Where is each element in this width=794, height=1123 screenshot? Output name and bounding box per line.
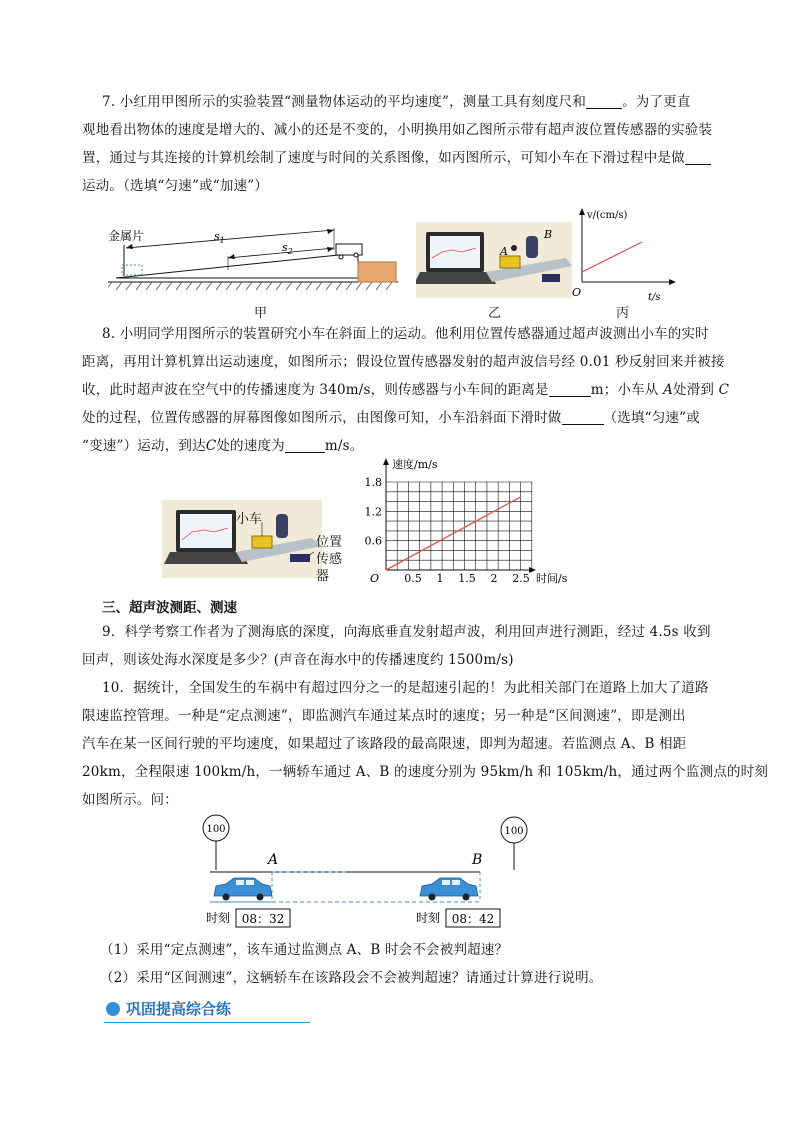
q8-text-4a: 处的过程，位置传感器的屏幕图像如图所示，由图像可知，小车沿斜面下滑时做 bbox=[82, 410, 562, 426]
time-value-left: 08：32 bbox=[241, 912, 285, 926]
time-label-left: 时刻 bbox=[206, 911, 231, 925]
x-tick-label: 1.5 bbox=[458, 572, 476, 585]
q8-blank-2[interactable] bbox=[562, 409, 604, 425]
speed-limit-right-text: 100 bbox=[504, 826, 524, 837]
car-right bbox=[420, 878, 478, 901]
time-label-right: 时刻 bbox=[416, 911, 441, 925]
x-axis-arrow bbox=[529, 567, 536, 573]
y-tick-label: 1.8 bbox=[364, 476, 382, 489]
q7-text-1b: 。为了更直 bbox=[622, 94, 691, 110]
sensor-label-line-1: 位置 bbox=[316, 535, 343, 550]
laptop-base bbox=[416, 272, 496, 284]
sensor-label bbox=[316, 534, 342, 585]
q7-text-3a: 置，通过与其连接的计算机绘制了速度与时间的关系图像，如丙图所示，可知小车在下滑过程中是做 bbox=[82, 150, 685, 166]
q8-blank-3[interactable] bbox=[285, 437, 325, 453]
q8-text-3b: m；小车从 bbox=[590, 382, 659, 398]
s2-label: $s_2$ bbox=[282, 241, 293, 256]
q8-text-3d: 处滑到 bbox=[673, 382, 715, 398]
s1-arrow bbox=[126, 230, 334, 248]
sensor-label-line-2: 传感 bbox=[316, 552, 343, 567]
y-tick-label: 1.2 bbox=[364, 505, 382, 519]
fig7-vt-graph bbox=[570, 206, 680, 302]
q10-sub-2: （2）采用“区间测速”，这辆轿车在该路段会不会被判超速？请通过计算进行说明。 bbox=[100, 970, 603, 986]
t-axis-label: t/s bbox=[648, 292, 661, 302]
label-b: B bbox=[544, 228, 553, 241]
chart-origin: O bbox=[370, 572, 380, 585]
q8-blank-1[interactable] bbox=[549, 381, 591, 397]
q8-point-c: C bbox=[718, 382, 730, 398]
q7-blank-2[interactable] bbox=[685, 149, 711, 165]
q10-text-1: 10．据统计，全国发生的车祸中有超过四分之一的是超速引起的！为此相关部门在道路上加大了道路 bbox=[102, 680, 709, 696]
laptop-base bbox=[164, 552, 248, 564]
fig7-sensor-setup bbox=[416, 222, 572, 298]
x-tick-label: 1 bbox=[436, 572, 444, 585]
support-block bbox=[358, 262, 396, 282]
sensor-label-line-3: 器 bbox=[316, 569, 330, 584]
s2-arrow bbox=[228, 248, 334, 258]
graph-origin: O bbox=[572, 286, 582, 299]
chart-y-title: 速度/m/s bbox=[392, 458, 438, 471]
caption-yi: 乙 bbox=[488, 306, 502, 321]
q7-text-1a: 7. 小红用甲图所示的实验装置“测量物体运动的平均速度”，测量工具有刻度尺和 bbox=[102, 94, 587, 110]
x-tick-label: 2.5 bbox=[512, 572, 530, 585]
q7-text-2: 观地看出物体的速度是增大的、减小的还是不变的，小明换用如乙图所示带有超声波位置传感器的实验装 bbox=[82, 122, 713, 138]
chart-grid bbox=[386, 482, 532, 570]
q9-text-1: 9．科学考察工作者为了测海底的深度，向海底垂直发射超声波，利用回声进行测距，经过 4.5s 收到 bbox=[102, 624, 711, 640]
sensor-box bbox=[542, 274, 560, 282]
q8-text-5d: m/s。 bbox=[324, 438, 364, 454]
v-axis-label: v/(cm/s) bbox=[587, 210, 628, 221]
label-a: A bbox=[500, 245, 508, 258]
q10-text-3: 汽车在某一区间行驶的平均速度，如果超过了该路段的最高限速，即判为超速。若监测点 A、B 相距 bbox=[82, 736, 687, 752]
caption-bing: 丙 bbox=[616, 306, 630, 321]
caption-jia: 甲 bbox=[254, 306, 268, 321]
x-tick-label: 2 bbox=[490, 572, 498, 585]
metal-plate-label: 金属片 bbox=[108, 229, 145, 243]
q10-text-5: 如图所示。问： bbox=[82, 792, 178, 808]
sensor bbox=[276, 514, 288, 538]
speed-limit-left-text: 100 bbox=[206, 824, 226, 835]
section-3-title: 三、超声波测距、测速 bbox=[102, 600, 237, 616]
q8-text-1: 8. 小明同学用图所示的装置研究小车在斜面上的运动。他利用位置传感器通过超声波测出小车的实时 bbox=[102, 326, 709, 342]
x-tick-label: 0.5 bbox=[404, 572, 422, 585]
q8-point-a: A bbox=[663, 382, 674, 398]
sensor-box bbox=[290, 554, 310, 562]
cart-end-position bbox=[122, 265, 142, 275]
question-7 bbox=[82, 88, 722, 200]
q7-blank-1[interactable] bbox=[586, 93, 622, 109]
time-value-right: 08：42 bbox=[451, 912, 495, 926]
fig7-incline bbox=[108, 220, 408, 296]
q8-text-2: 距离，再用计算机算出运动速度，如图所示；假设位置传感器发射的超声波信号经 0.01 秒反射回来并被接 bbox=[82, 354, 725, 370]
question-8 bbox=[82, 320, 730, 460]
car-left bbox=[214, 878, 272, 901]
cart-label: 小车 bbox=[236, 512, 263, 527]
question-9 bbox=[82, 618, 722, 674]
q10-text-2: 限速监控管理。一种是“定点测速”，即监测汽车通过某点时的速度；另一种是“区间测速”，即是测出 bbox=[82, 708, 686, 724]
fig10-road-diagram bbox=[196, 814, 536, 932]
banner-dot-icon bbox=[106, 1002, 120, 1016]
question-10 bbox=[82, 674, 769, 814]
y-axis-arrow bbox=[383, 458, 389, 465]
q8-text-5a: “变速”）运动，到达 bbox=[82, 438, 206, 454]
section-banner bbox=[104, 998, 310, 1023]
q7-text-4: 运动。（选填“匀速”或“加速”） bbox=[82, 178, 269, 194]
q8-text-4b: （选填“匀速”或 bbox=[603, 410, 700, 426]
s1-label: $s_1$ bbox=[214, 230, 225, 245]
q10-sub-1: （1）采用“定点测速”，该车通过监测点 A、B 时会不会被判超速？ bbox=[100, 942, 509, 958]
q8-text-3a: 收，此时超声波在空气中的传播速度为 340m/s，则传感器与小车间的距离是 bbox=[82, 382, 549, 398]
q9-text-2: 回声，则该处海水深度是多少？(声音在海水中的传播速度约 1500m/s) bbox=[82, 652, 514, 668]
ground-hatch bbox=[108, 282, 392, 290]
q10-text-4: 20km，全程限速 100km/h，一辆轿车通过 A、B 的速度分别为 95km/h 和 105km/h，通过两个监测点的时刻 bbox=[82, 764, 769, 780]
point-a-label: A bbox=[268, 852, 279, 868]
banner-title: 巩固提高综合练 bbox=[126, 1000, 232, 1018]
vt-line bbox=[582, 242, 642, 272]
fig8-velocity-chart bbox=[362, 456, 582, 590]
q8-text-5c: 处的速度为 bbox=[216, 438, 285, 454]
sensor-b bbox=[526, 236, 538, 258]
q8-point-c2: C bbox=[205, 438, 217, 454]
point-b-label: B bbox=[472, 852, 483, 868]
y-tick-label: 0.6 bbox=[364, 534, 382, 548]
chart-x-title: 时间/s bbox=[536, 572, 568, 585]
question-10-subquestions bbox=[102, 936, 722, 992]
cart bbox=[336, 244, 362, 255]
cart-photo bbox=[252, 536, 272, 548]
